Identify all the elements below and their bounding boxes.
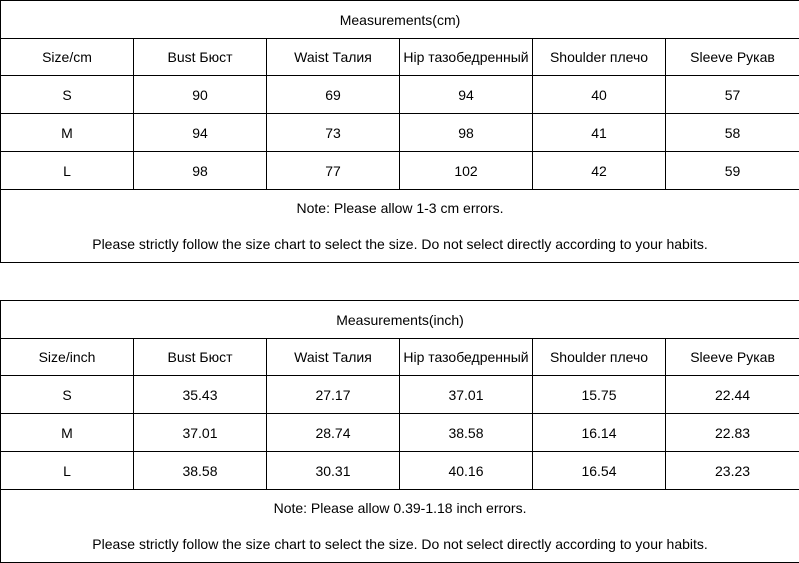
bust-cell: 98	[134, 152, 267, 190]
header-cell-size: Size/inch	[1, 339, 134, 376]
hip-cell: 98	[400, 114, 533, 152]
bust-cell: 90	[134, 76, 267, 114]
size-cell: M	[1, 414, 134, 452]
size-chart-cm-table	[0, 0, 799, 263]
waist-cell: 28.74	[267, 414, 400, 452]
header-cell-waist: Waist Талия	[267, 39, 400, 76]
size-cell: L	[1, 452, 134, 490]
table-row	[1, 414, 799, 452]
table-row	[1, 76, 799, 114]
header-cell-hip: Hip тазобедренный	[400, 39, 533, 76]
table-title: Measurements(inch)	[1, 301, 799, 339]
size-cell: L	[1, 152, 134, 190]
table-row	[1, 452, 799, 490]
note-row	[1, 490, 799, 527]
hip-cell: 38.58	[400, 414, 533, 452]
error-note: Note: Please allow 0.39-1.18 inch errors.	[1, 490, 799, 527]
size-instruction: Please strictly follow the size chart to select the size. Do not select directly according to your habits.	[1, 226, 799, 263]
table-title: Measurements(cm)	[1, 1, 799, 39]
header-cell-hip: Hip тазобедренный	[400, 339, 533, 376]
table-title-row	[1, 1, 799, 39]
size-chart-inch-table	[0, 300, 799, 563]
shoulder-cell: 40	[533, 76, 666, 114]
sleeve-cell: 22.44	[666, 376, 799, 414]
waist-cell: 69	[267, 76, 400, 114]
waist-cell: 27.17	[267, 376, 400, 414]
sleeve-cell: 59	[666, 152, 799, 190]
size-cell: M	[1, 114, 134, 152]
bust-cell: 38.58	[134, 452, 267, 490]
shoulder-cell: 16.54	[533, 452, 666, 490]
hip-cell: 37.01	[400, 376, 533, 414]
table-header-row	[1, 39, 799, 76]
bust-cell: 37.01	[134, 414, 267, 452]
size-cell: S	[1, 76, 134, 114]
header-cell-sleeve: Sleeve Рукав	[666, 39, 799, 76]
instruction-row	[1, 526, 799, 563]
header-cell-shoulder: Shoulder плечо	[533, 39, 666, 76]
header-cell-size: Size/cm	[1, 39, 134, 76]
shoulder-cell: 15.75	[533, 376, 666, 414]
table-row	[1, 376, 799, 414]
shoulder-cell: 16.14	[533, 414, 666, 452]
error-note: Note: Please allow 1-3 cm errors.	[1, 190, 799, 227]
sleeve-cell: 23.23	[666, 452, 799, 490]
header-cell-waist: Waist Талия	[267, 339, 400, 376]
header-cell-sleeve: Sleeve Рукав	[666, 339, 799, 376]
table-row	[1, 152, 799, 190]
header-cell-shoulder: Shoulder плечо	[533, 339, 666, 376]
hip-cell: 40.16	[400, 452, 533, 490]
bust-cell: 94	[134, 114, 267, 152]
size-cell: S	[1, 376, 134, 414]
sleeve-cell: 58	[666, 114, 799, 152]
instruction-row	[1, 226, 799, 263]
note-row	[1, 190, 799, 227]
table-title-row	[1, 301, 799, 339]
sleeve-cell: 57	[666, 76, 799, 114]
header-cell-bust: Bust Бюст	[134, 39, 267, 76]
hip-cell: 94	[400, 76, 533, 114]
hip-cell: 102	[400, 152, 533, 190]
waist-cell: 73	[267, 114, 400, 152]
sleeve-cell: 22.83	[666, 414, 799, 452]
waist-cell: 30.31	[267, 452, 400, 490]
size-instruction: Please strictly follow the size chart to select the size. Do not select directly according to your habits.	[1, 526, 799, 563]
table-row	[1, 114, 799, 152]
shoulder-cell: 42	[533, 152, 666, 190]
header-cell-bust: Bust Бюст	[134, 339, 267, 376]
table-header-row	[1, 339, 799, 376]
shoulder-cell: 41	[533, 114, 666, 152]
bust-cell: 35.43	[134, 376, 267, 414]
waist-cell: 77	[267, 152, 400, 190]
